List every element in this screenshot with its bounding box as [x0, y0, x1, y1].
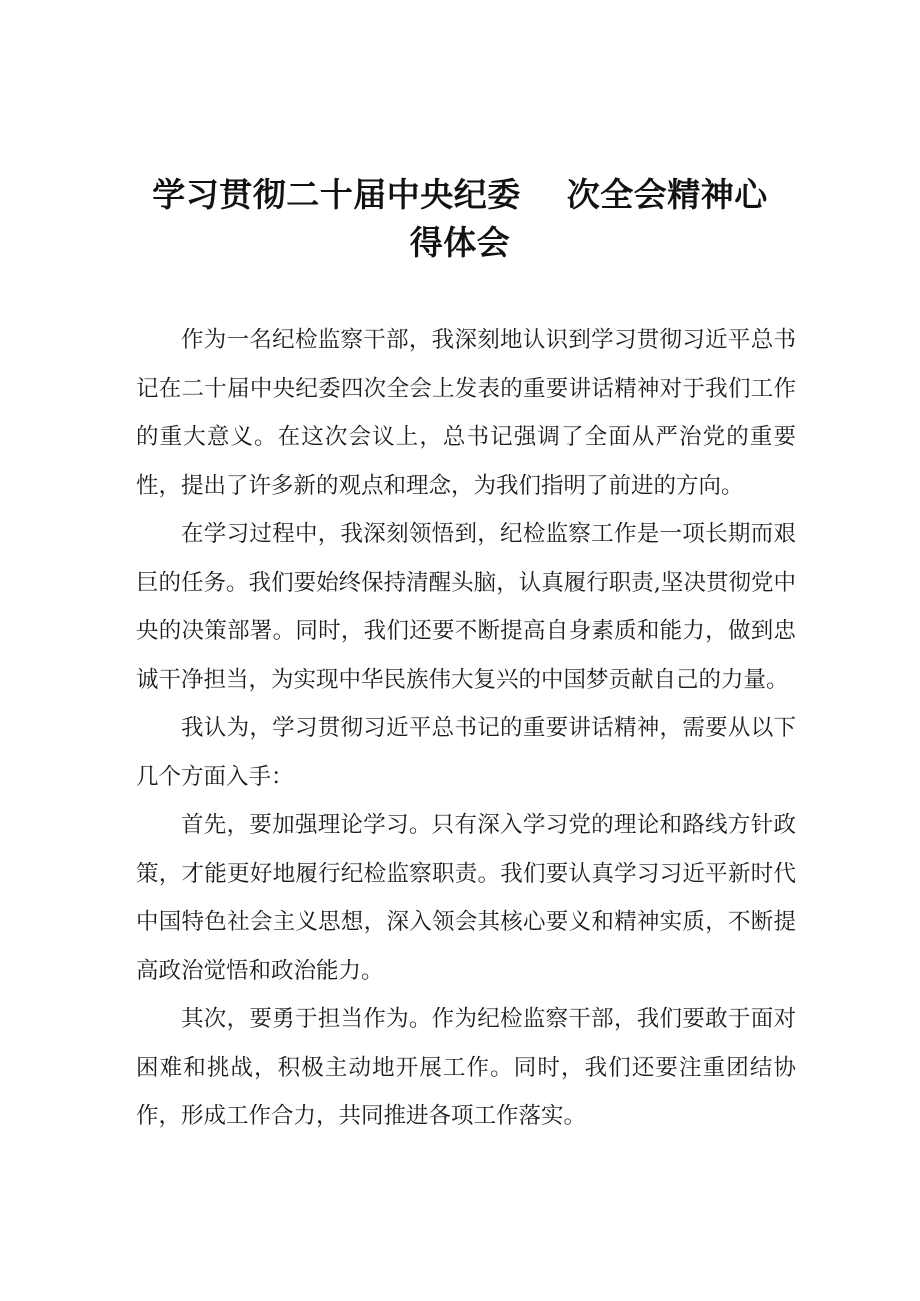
title-part-2: 次全会精神心	[566, 175, 768, 214]
paragraph-5: 其次，要勇于担当作为。作为纪检监察干部，我们要敢于面对困难和挑战，积极主动地开展工作。同时，我们还要注重团结协作，形成工作合力，共同推进各项工作落实。	[136, 1006, 796, 1129]
document-body	[136, 316, 796, 1141]
paragraph-3: 我认为，学习贯彻习近平总书记的重要讲话精神，需要从以下几个方面入手：	[136, 715, 796, 790]
paragraph-1: 作为一名纪检监察干部，我深刻地认识到学习贯彻习近平总书记在二十届中央纪委四次全会上发表的重要讲话精神对于我们工作的重大意义。在这次会议上，总书记强调了全面从严治党的重要性，提出了许多新的观点和理念，为我们指明了前进的方向。	[136, 327, 796, 499]
paragraph-4: 首先，要加强理论学习。只有深入学习党的理论和路线方针政策，才能更好地履行纪检监察职责。我们要认真学习习近平新时代中国特色社会主义思想，深入领会其核心要义和精神实质，不断提高政治觉悟和政治能力。	[136, 812, 796, 984]
document-title-line-2: 得体会	[409, 223, 511, 262]
title-part-1: 学习贯彻二十届中央纪委	[152, 175, 521, 214]
paragraph-2: 在学习过程中，我深刻领悟到，纪检监察工作是一项长期而艰巨的任务。我们要始终保持清醒头脑，认真履行职责,坚决贯彻党中央的决策部署。同时，我们还要不断提高自身素质和能力，做到忠诚干净担当，为实现中华民族伟大复兴的中国梦贡献自己的力量。	[136, 521, 796, 693]
document-title-line-1	[0, 174, 920, 216]
